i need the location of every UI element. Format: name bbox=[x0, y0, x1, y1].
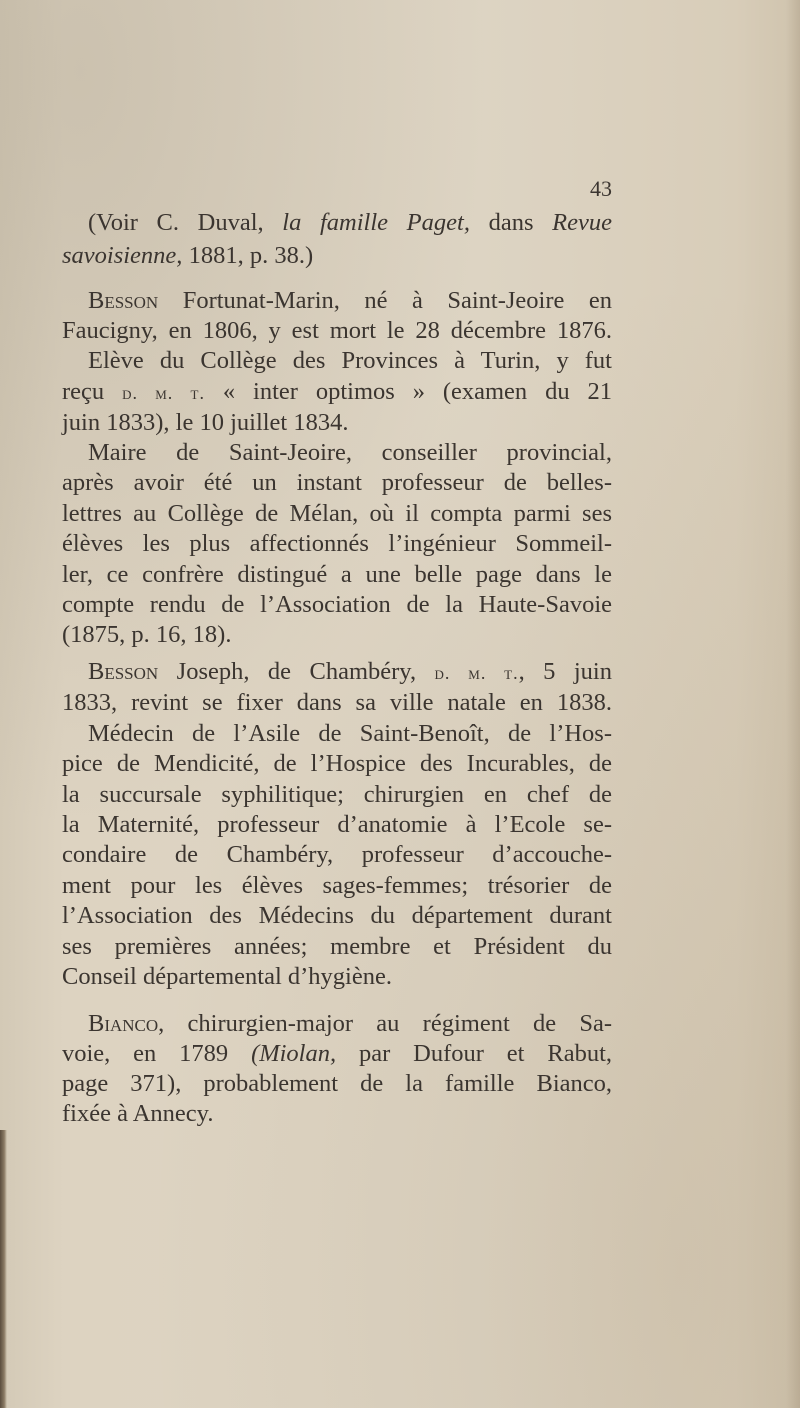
text-line: la succursale syphilitique; chirurgien en chef de bbox=[62, 781, 612, 808]
text-line: lettres au Collège de Mélan, où il compta parmi ses bbox=[62, 500, 612, 527]
text-line: Elève du Collège des Provinces à Turin, y fut bbox=[88, 347, 612, 374]
text-line: élèves les plus affectionnés l’ingénieur Sommeil- bbox=[62, 530, 612, 557]
text-line: (1875, p. 16, 18). bbox=[62, 621, 232, 648]
page-edge-shade bbox=[786, 0, 800, 1408]
text-line: pice de Mendicité, de l’Hospice des Incurables, de bbox=[62, 750, 612, 777]
page-number: 43 bbox=[590, 176, 612, 201]
text-line: (Voir C. Duval, la famille Paget, dans Revue bbox=[88, 209, 612, 236]
text-line: Conseil départemental d’hygiène. bbox=[62, 963, 392, 990]
text-line: Bianco, chirurgien-major au régiment de Sa- bbox=[88, 1010, 612, 1037]
text-line: Maire de Saint-Jeoire, conseiller provincial, bbox=[88, 439, 612, 466]
text-line: reçu d. m. t. « inter optimos » (examen du 21 bbox=[62, 378, 612, 405]
text-line: la Maternité, professeur d’anatomie à l’Ecole se- bbox=[62, 811, 612, 838]
text-line: compte rendu de l’Association de la Haute-Savoie bbox=[62, 591, 612, 618]
text-line: ler, ce confrère distingué a une belle page dans le bbox=[62, 561, 612, 588]
text-line: après avoir été un instant professeur de belles- bbox=[62, 469, 612, 496]
text-line: fixée à Annecy. bbox=[62, 1100, 214, 1127]
text-line: Besson Joseph, de Chambéry, d. m. t., 5 juin bbox=[88, 658, 612, 685]
text-line: Faucigny, en 1806, y est mort le 28 décembre 1876. bbox=[62, 317, 612, 344]
text-line: Médecin de l’Asile de Saint-Benoît, de l’Hos- bbox=[88, 720, 612, 747]
text-line: 1833, revint se fixer dans sa ville natale en 1838. bbox=[62, 689, 612, 716]
text-line: voie, en 1789 (Miolan, par Dufour et Rabut, bbox=[62, 1040, 612, 1067]
text-line: ment pour les élèves sages-femmes; trésorier de bbox=[62, 872, 612, 899]
text-line: l’Association des Médecins du département durant bbox=[62, 902, 612, 929]
page-edge-shadow bbox=[0, 1130, 7, 1408]
text-line: Besson Fortunat-Marin, né à Saint-Jeoire en bbox=[88, 287, 612, 314]
text-line: juin 1833), le 10 juillet 1834. bbox=[62, 409, 349, 436]
text-line: savoisienne, 1881, p. 38.) bbox=[62, 242, 314, 269]
text-line: condaire de Chambéry, professeur d’accouche- bbox=[62, 841, 612, 868]
text-line: ses premières années; membre et Président du bbox=[62, 933, 612, 960]
text-line: page 371), probablement de la famille Bianco, bbox=[62, 1070, 612, 1097]
